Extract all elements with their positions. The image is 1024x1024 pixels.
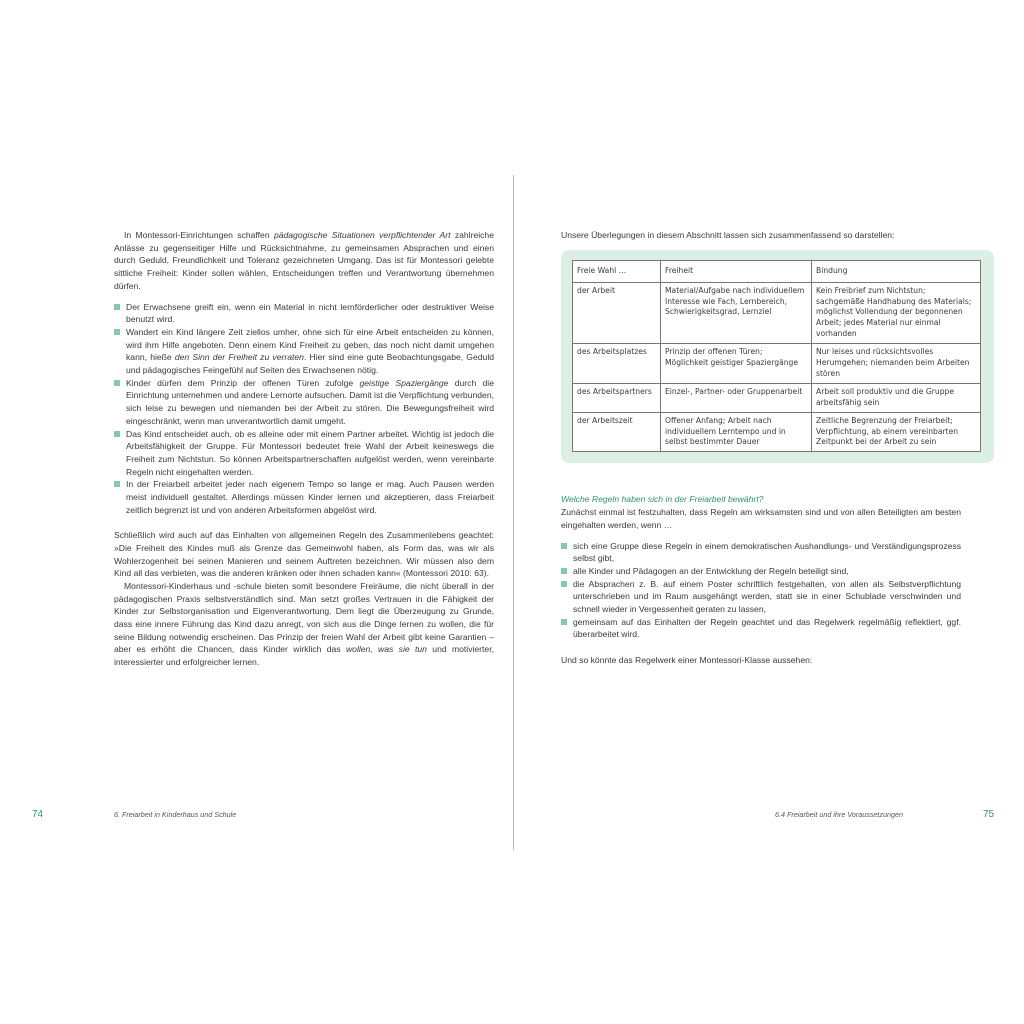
- square-bullet-icon: [114, 304, 120, 310]
- table-cell: der Arbeitszeit: [573, 412, 661, 452]
- list-item: Kinder dürfen dem Prinzip der offenen Türen zufolge geistige Spaziergänge durch die Einrichtung unternehmen und andere Lernorte aufsuchen. Damit ist die Verpflichtung verbunden, sich leise zu bewegen und niemanden bei der Arbeit zu stören. Die Bewegungsfreiheit wird eingeschränkt, wenn man unverantwortlich damit umgeht.: [114, 377, 494, 428]
- paragraph-conclusion: Montessori-Kinderhaus und -schule bieten somit besondere Freiräume, die nicht überall in der pädagogischen Praxis selbstverständlich sind. Man setzt großes Vertrauen in die Fähigkeit der Kinder zur Selbstorganisation und Eigenverantwortung. Dem liegt die Überzeugung zu Grunde, dass eine innere Führung das Kind dazu anregt, von sich aus die Dinge lernen zu wollen, die für seine Bildung notwendig erscheinen. Das Prinzip der freien Wahl der Arbeit gibt keine Garantien – aber es erhöht die Chancen, dass Kinder wirklich das wollen, was sie tun und motivierter, interessierter und erfolgreicher lernen.: [114, 580, 494, 668]
- page-number-left: 74: [32, 809, 44, 820]
- page-number-right: 75: [983, 809, 995, 820]
- list-item: alle Kinder und Pädagogen an der Entwicklung der Regeln beteiligt sind,: [561, 565, 961, 578]
- table-cell: Kein Freibrief zum Nichtstun; sachgemäße Handhabung des Materials; möglichst Vollendung der begonnenen Arbeit; jedes Material nur einmal vorhanden: [812, 282, 981, 344]
- table-cell: Prinzip der offenen Türen; Möglichkeit geistiger Spaziergänge: [661, 344, 812, 384]
- paragraph-rules-intro: Zunächst einmal ist festzuhalten, dass Regeln am wirksamsten sind und von allen Beteiligten am besten eingehalten werden, wenn …: [561, 507, 961, 530]
- summary-table: [572, 260, 981, 453]
- table-header-row: [573, 260, 981, 282]
- square-bullet-icon: [114, 431, 120, 437]
- square-bullet-icon: [561, 568, 567, 574]
- square-bullet-icon: [561, 619, 567, 625]
- paragraph-outro: Und so könnte das Regelwerk einer Montessori-Klasse aussehen:: [561, 654, 813, 665]
- section-question-heading: Welche Regeln haben sich in der Freiarbeit bewährt?: [561, 494, 764, 505]
- square-bullet-icon: [114, 380, 120, 386]
- paragraph-quote: Schließlich wird auch auf das Einhalten von allgemeinen Regeln des Zusammenlebens geachtet: »Die Freiheit des Kindes muß als Grenze das Gemeinwohl haben, als Form das, was wir als Wohlerzogenheit bei seinen Manieren und seinem Auftreten bezeichnen. Wir müssen also dem Kind all das verbieten, was die anderen kränken oder ihnen schaden kann« (Montessori 2010: 63).: [114, 530, 494, 579]
- list-item: In der Freiarbeit arbeitet jeder nach eigenem Tempo so lange er mag. Auch Pausen werden meist individuell gestaltet. Allerdings müssen Kinder lernen und akzeptieren, dass Freiarbeit zeitlich begrenzt ist und von anderen Arbeitsformen abgelöst wird.: [114, 478, 494, 516]
- rules-bullet-list: [561, 540, 961, 642]
- table-cell: Nur leises und rücksichtsvolles Herumgehen; niemanden beim Arbeiten stören: [812, 344, 981, 384]
- square-bullet-icon: [114, 329, 120, 335]
- list-item: Wandert ein Kind längere Zeit ziellos umher, ohne sich für eine Arbeit entscheiden zu können, wird ihm Hilfe angeboten. Denn einem Kind Freiheit zu geben, das noch nicht damit umgehen kann, hieße den Sinn der Freiheit zu verraten. Hier sind eine gute Beobachtungsgabe, Geduld und pädagogisches Feingefühl auf Seiten des Erwachsenen nötig.: [114, 326, 494, 377]
- bullet-list: [114, 301, 494, 517]
- table-cell: Zeitliche Begrenzung der Freiarbeit; Verpflichtung, ab einem vereinbarten Zeitpunkt bei der Arbeit zu sein: [812, 412, 981, 452]
- table-row: [573, 412, 981, 452]
- square-bullet-icon: [561, 543, 567, 549]
- table-cell: des Arbeitspartners: [573, 383, 661, 412]
- table-cell: Einzel-, Partner- oder Gruppenarbeit: [661, 383, 812, 412]
- table-header-cell: Freiheit: [661, 260, 812, 282]
- book-gutter: [513, 175, 514, 850]
- running-head-left: 6. Freiarbeit in Kinderhaus und Schule: [114, 810, 237, 819]
- table-cell: Material/Aufgabe nach individuellem Interesse wie Fach, Lernbereich, Schwierigkeitsgrad, Lernziel: [661, 282, 812, 344]
- square-bullet-icon: [114, 481, 120, 487]
- square-bullet-icon: [561, 581, 567, 587]
- running-head-right: 6.4 Freiarbeit und ihre Voraussetzungen: [775, 810, 903, 819]
- table-cell: der Arbeit: [573, 282, 661, 344]
- list-item: sich eine Gruppe diese Regeln in einem demokratischen Aushandlungs- und Verständigungsprozess selbst gibt,: [561, 540, 961, 565]
- list-item: Der Erwachsene greift ein, wenn ein Material in nicht lernförderlicher oder destruktiver Weise benutzt wird.: [114, 301, 494, 326]
- table-cell: des Arbeitsplatzes: [573, 344, 661, 384]
- summary-table-panel: [561, 250, 994, 464]
- left-page: [114, 229, 494, 669]
- right-page: [561, 229, 972, 667]
- table-row: [573, 344, 981, 384]
- list-item: gemeinsam auf das Einhalten der Regeln geachtet und das Regelwerk regelmäßig reflektiert, ggf. überarbeitet wird.: [561, 616, 961, 641]
- list-item: die Absprachen z. B. auf einem Poster schriftlich festgehalten, von allen als Selbstverpflichtung unterschrieben und im Raum ausgehängt werden, statt sie in einer Schublade verschwinden und schnell wieder in Vergessenheit geraten zu lassen,: [561, 578, 961, 616]
- paragraph-intro: In Montessori-Einrichtungen schaffen pädagogische Situationen verpflichtender Art zahlreiche Anlässe zu gegenseitiger Hilfe und Rücksichtnahme, zu gemeinsamen Absprachen und einen durch Geduld, Freundlichkeit und Toleranz gezeichneten Umgang. Das ist für Montessori gelebte sittliche Freiheit: Kinder sollen wählen, Entscheidungen treffen und Verantwortung übernehmen dürfen.: [114, 230, 494, 291]
- table-header-cell: Freie Wahl …: [573, 260, 661, 282]
- list-item: Das Kind entscheidet auch, ob es alleine oder mit einem Partner arbeitet. Wichtig ist jedoch die Arbeitsfähigkeit der Gruppe. Für Montessori bedeutet freie Wahl der Arbeit keineswegs die Freiheit zum Nichtstun. So können Arbeitspartnerschaften aufgelöst werden, wenn vereinbarte Regeln nicht eingehalten werden.: [114, 428, 494, 479]
- table-cell: Arbeit soll produktiv und die Gruppe arbeitsfähig sein: [812, 383, 981, 412]
- table-row: [573, 383, 981, 412]
- table-row: [573, 282, 981, 344]
- table-cell: Offener Anfang; Arbeit nach individuellem Lerntempo und in selbst bestimmter Dauer: [661, 412, 812, 452]
- paragraph-summary-intro: Unsere Überlegungen in diesem Abschnitt lassen sich zusammenfassend so darstellen:: [561, 230, 895, 240]
- table-header-cell: Bindung: [812, 260, 981, 282]
